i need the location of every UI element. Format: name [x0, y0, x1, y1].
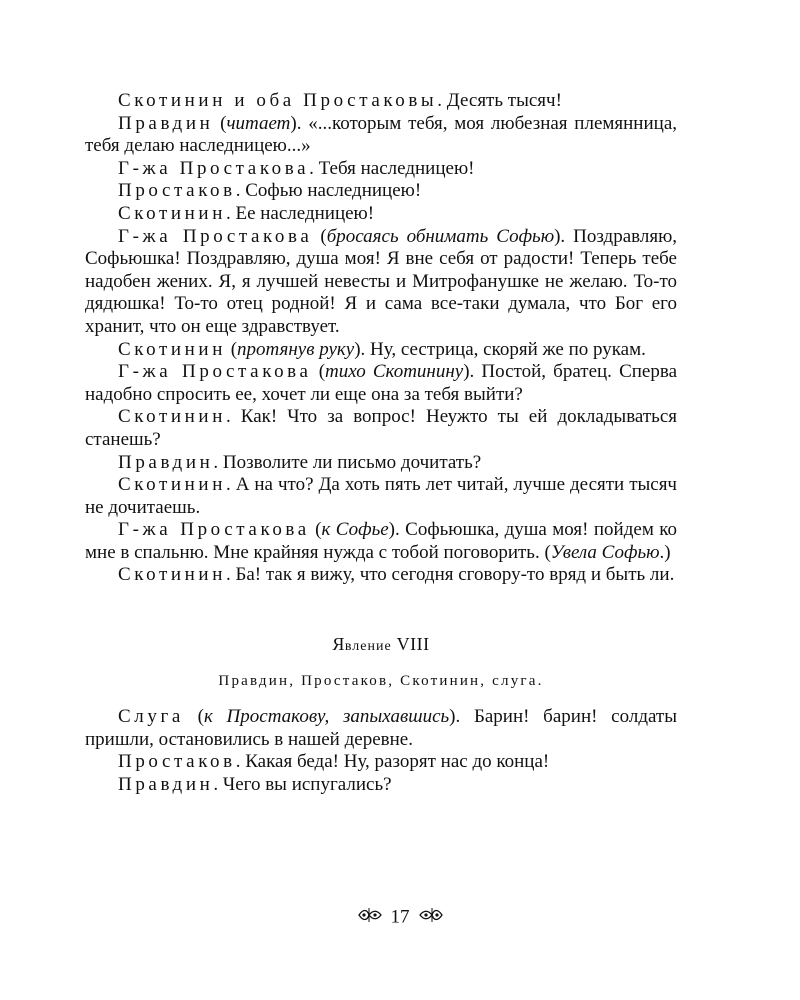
dialogue-line — [85, 180, 677, 203]
speaker-name: Г-жа Простакова — [118, 361, 312, 383]
speaker-name: Правдин — [118, 773, 214, 795]
dialogue-line — [85, 203, 677, 226]
line-text: . А на что? Да хоть пять лет читай, лучше десяти тысяч не дочитаешь. — [85, 474, 677, 518]
book-page — [85, 90, 677, 796]
speaker-name: Простаков — [118, 751, 236, 773]
line-text: ). Барин! барин! солдаты пришли, остановились в нашей деревне. — [85, 706, 677, 750]
stage-direction: тихо Скотинину — [325, 361, 464, 383]
line-text: . Какая беда! Ну, разорят нас до конца! — [235, 751, 550, 773]
scene-heading-number: VIII — [391, 634, 430, 655]
dialogue-line — [85, 452, 677, 475]
scene-heading — [85, 634, 677, 655]
paren: ( — [309, 519, 322, 541]
speaker-name: Скотинин — [118, 406, 226, 428]
line-text: . Тебя наследницею! — [309, 157, 475, 179]
stage-direction: к Софье — [321, 519, 389, 541]
line-text: ). Ну, сестрица, скоряй же по рукам. — [354, 338, 646, 360]
scene-heading-initial: Я — [332, 634, 345, 655]
stage-direction: протянув руку — [237, 338, 355, 360]
speaker-name: Правдин — [118, 112, 214, 134]
paren: ( — [311, 361, 326, 383]
stage-direction: читает — [226, 112, 291, 134]
paren: ( — [213, 112, 227, 134]
line-text: . Ее наследницею! — [225, 202, 375, 224]
stage-direction: к Простакову, запыхавшись — [203, 706, 450, 728]
dialogue-line — [85, 774, 677, 797]
speaker-name: Скотинин — [118, 338, 226, 360]
speaker-name: Скотинин — [118, 474, 226, 496]
scene-heading-word: вление — [344, 639, 392, 655]
paren: ( — [183, 706, 204, 728]
line-text: ). «...которым тебя, моя любезная племянница, тебя делаю наследницею...» — [85, 112, 677, 157]
page-number: 17 — [390, 906, 410, 928]
speaker-name: Слуга — [118, 706, 184, 728]
dialogue-line — [85, 706, 677, 751]
dialogue-line — [85, 474, 677, 519]
speaker-name: Правдин — [118, 451, 214, 473]
dialogue-line — [85, 339, 677, 362]
speaker-name: Г-жа Простакова — [118, 519, 310, 541]
line-text: . Позволите ли письмо дочитать? — [213, 451, 482, 473]
dialogue-line — [85, 564, 677, 587]
fleuron-icon — [357, 906, 383, 930]
dialogue-line — [85, 90, 677, 113]
stage-direction: Увела Софью — [550, 541, 660, 563]
fleuron-icon — [418, 906, 444, 930]
speaker-name: Скотинин и оба Простаковы — [118, 90, 438, 111]
line-text: . Десять тысяч! — [437, 90, 562, 111]
speaker-name: Простаков — [118, 180, 236, 202]
line-text: .) — [659, 541, 671, 563]
dialogue-line — [85, 406, 677, 451]
line-text: ). Поздравляю, Софьюшка! Поздравляю, душа моя! Я вне себя от радости! Теперь тебе надобен жених. Я, я лучшей невесты и Митрофанушке не желаю. То-то дядюшка! То-то отец родной! Я и сама все-таки думала, что Бог его хранит, что он еще здравствует. — [85, 225, 678, 337]
speaker-name: Скотинин — [118, 202, 226, 224]
dialogue-line — [85, 226, 677, 339]
speaker-name: Г-жа Простакова — [118, 225, 313, 247]
speaker-name: Скотинин — [118, 564, 226, 586]
stage-direction: бросаясь обнимать Софью — [326, 225, 555, 247]
dialogue-line — [85, 158, 677, 181]
dialogue-line — [85, 113, 677, 158]
paren: ( — [225, 338, 238, 360]
line-text: . Ба! так я вижу, что сегодня сговору-то вряд и быть ли. — [225, 564, 675, 586]
line-text: . Чего вы испугались? — [213, 773, 392, 795]
paren: ( — [312, 225, 327, 247]
line-text: ). Софьюшка, душа моя! пойдем ко мне в спальню. Мне крайняя нужда с тобой поговорить. ( — [85, 519, 677, 563]
line-text: ). Постой, братец. Сперва надобно спросить ее, хочет ли еще она за тебя выйти? — [85, 361, 678, 405]
dialogue-line — [85, 519, 677, 564]
dialogue-line — [85, 361, 677, 406]
line-text: . Как! Что за вопрос! Неужто ты ей докладываться станешь? — [85, 406, 677, 450]
line-text: . Софью наследницею! — [235, 180, 422, 202]
page-footer — [0, 906, 800, 930]
speaker-name: Г-жа Простакова — [118, 157, 310, 179]
dialogue-line — [85, 751, 677, 774]
scene-cast: Правдин, Простаков, Скотинин, слуга. — [218, 673, 544, 690]
